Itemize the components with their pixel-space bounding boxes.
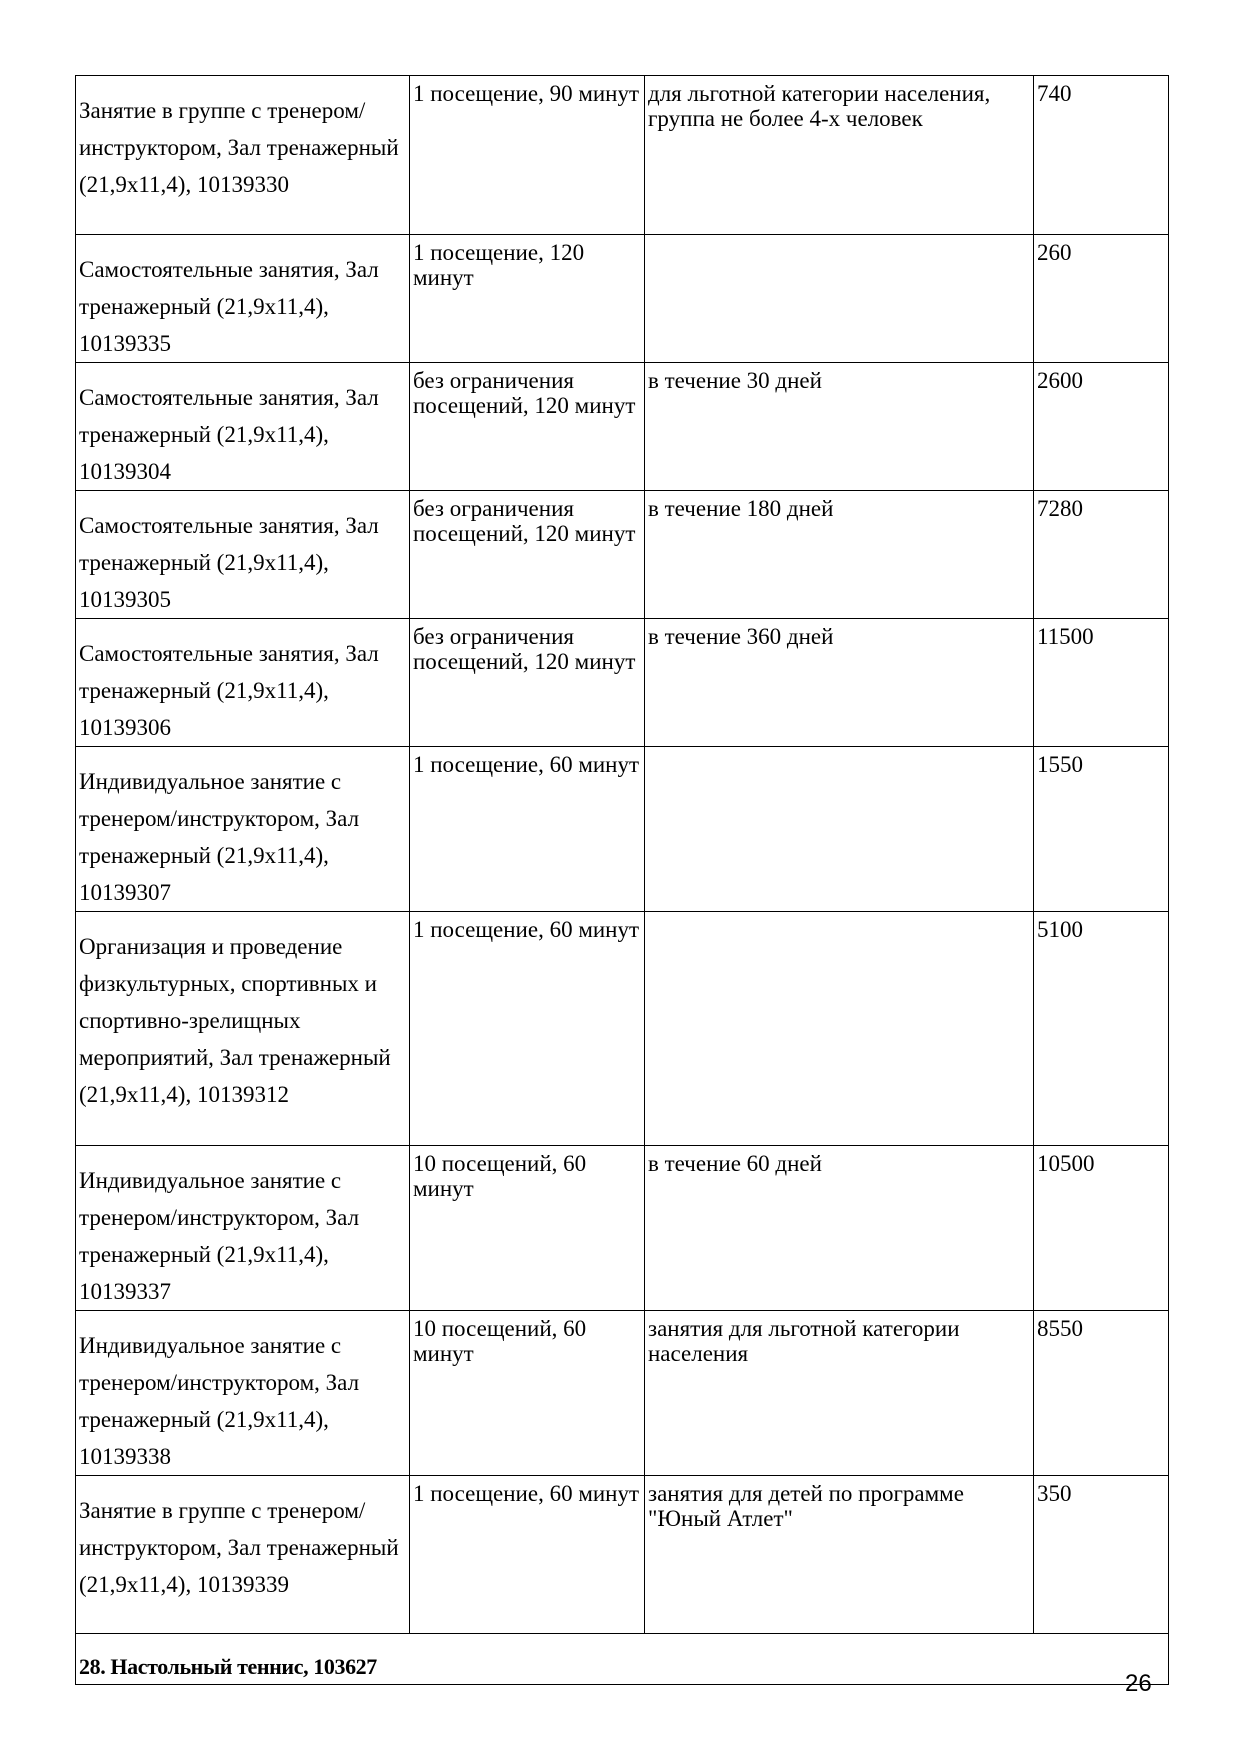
visits-cell: 1 посещение, 60 минут xyxy=(410,747,645,912)
table-row xyxy=(76,1311,1169,1476)
note-cell xyxy=(645,912,1034,1146)
price-cell: 350 xyxy=(1034,1476,1169,1634)
service-cell: Организация и проведение физкультурных, спортивных и спортивно-зрелищных мероприятий, Зал тренажерный (21,9х11,4), 10139312 xyxy=(76,912,410,1146)
section-title-cell xyxy=(76,1634,1169,1685)
table-row xyxy=(76,491,1169,619)
note-cell: в течение 180 дней xyxy=(645,491,1034,619)
table-row xyxy=(76,235,1169,363)
service-cell: Индивидуальное занятие с тренером/инструктором, Зал тренажерный (21,9х11,4), 10139338 xyxy=(76,1311,410,1476)
price-cell: 740 xyxy=(1034,76,1169,235)
service-cell: Занятие в группе с тренером/инструктором, Зал тренажерный (21,9х11,4), 10139339 xyxy=(76,1476,410,1634)
note-cell: занятия для льготной категории населения xyxy=(645,1311,1034,1476)
section-title: 28. Настольный теннис, 103627 xyxy=(79,1653,377,1679)
service-cell: Самостоятельные занятия, Зал тренажерный (21,9х11,4), 10139306 xyxy=(76,619,410,747)
price-cell: 2600 xyxy=(1034,363,1169,491)
note-cell xyxy=(645,235,1034,363)
visits-cell: 1 посещение, 90 минут xyxy=(410,76,645,235)
service-cell: Занятие в группе с тренером/инструктором, Зал тренажерный (21,9х11,4), 10139330 xyxy=(76,76,410,235)
service-cell: Самостоятельные занятия, Зал тренажерный (21,9х11,4), 10139305 xyxy=(76,491,410,619)
visits-cell: 10 посещений, 60 минут xyxy=(410,1311,645,1476)
price-table xyxy=(75,75,1169,1685)
table-row xyxy=(76,747,1169,912)
section-row xyxy=(76,1634,1169,1685)
table-row xyxy=(76,76,1169,235)
note-cell: занятия для детей по программе "Юный Атлет" xyxy=(645,1476,1034,1634)
price-cell: 11500 xyxy=(1034,619,1169,747)
visits-cell: без ограничения посещений, 120 минут xyxy=(410,619,645,747)
table-row xyxy=(76,912,1169,1146)
price-cell: 260 xyxy=(1034,235,1169,363)
price-cell: 8550 xyxy=(1034,1311,1169,1476)
service-cell: Индивидуальное занятие с тренером/инструктором, Зал тренажерный (21,9х11,4), 10139307 xyxy=(76,747,410,912)
note-cell: в течение 360 дней xyxy=(645,619,1034,747)
note-cell: для льготной категории населения, группа не более 4-х человек xyxy=(645,76,1034,235)
price-cell: 1550 xyxy=(1034,747,1169,912)
visits-cell: 1 посещение, 60 минут xyxy=(410,1476,645,1634)
service-cell: Самостоятельные занятия, Зал тренажерный (21,9х11,4), 10139304 xyxy=(76,363,410,491)
service-cell: Индивидуальное занятие с тренером/инструктором, Зал тренажерный (21,9х11,4), 10139337 xyxy=(76,1146,410,1311)
service-cell: Самостоятельные занятия, Зал тренажерный (21,9х11,4), 10139335 xyxy=(76,235,410,363)
table-row xyxy=(76,1476,1169,1634)
note-cell: в течение 60 дней xyxy=(645,1146,1034,1311)
price-cell: 7280 xyxy=(1034,491,1169,619)
price-cell: 5100 xyxy=(1034,912,1169,1146)
visits-cell: 1 посещение, 120 минут xyxy=(410,235,645,363)
table-row xyxy=(76,1146,1169,1311)
table-row xyxy=(76,363,1169,491)
price-cell: 10500 xyxy=(1034,1146,1169,1311)
visits-cell: 1 посещение, 60 минут xyxy=(410,912,645,1146)
table-row xyxy=(76,619,1169,747)
note-cell xyxy=(645,747,1034,912)
note-cell: в течение 30 дней xyxy=(645,363,1034,491)
page-number: 26 xyxy=(1125,1670,1152,1697)
visits-cell: без ограничения посещений, 120 минут xyxy=(410,491,645,619)
visits-cell: 10 посещений, 60 минут xyxy=(410,1146,645,1311)
visits-cell: без ограничения посещений, 120 минут xyxy=(410,363,645,491)
